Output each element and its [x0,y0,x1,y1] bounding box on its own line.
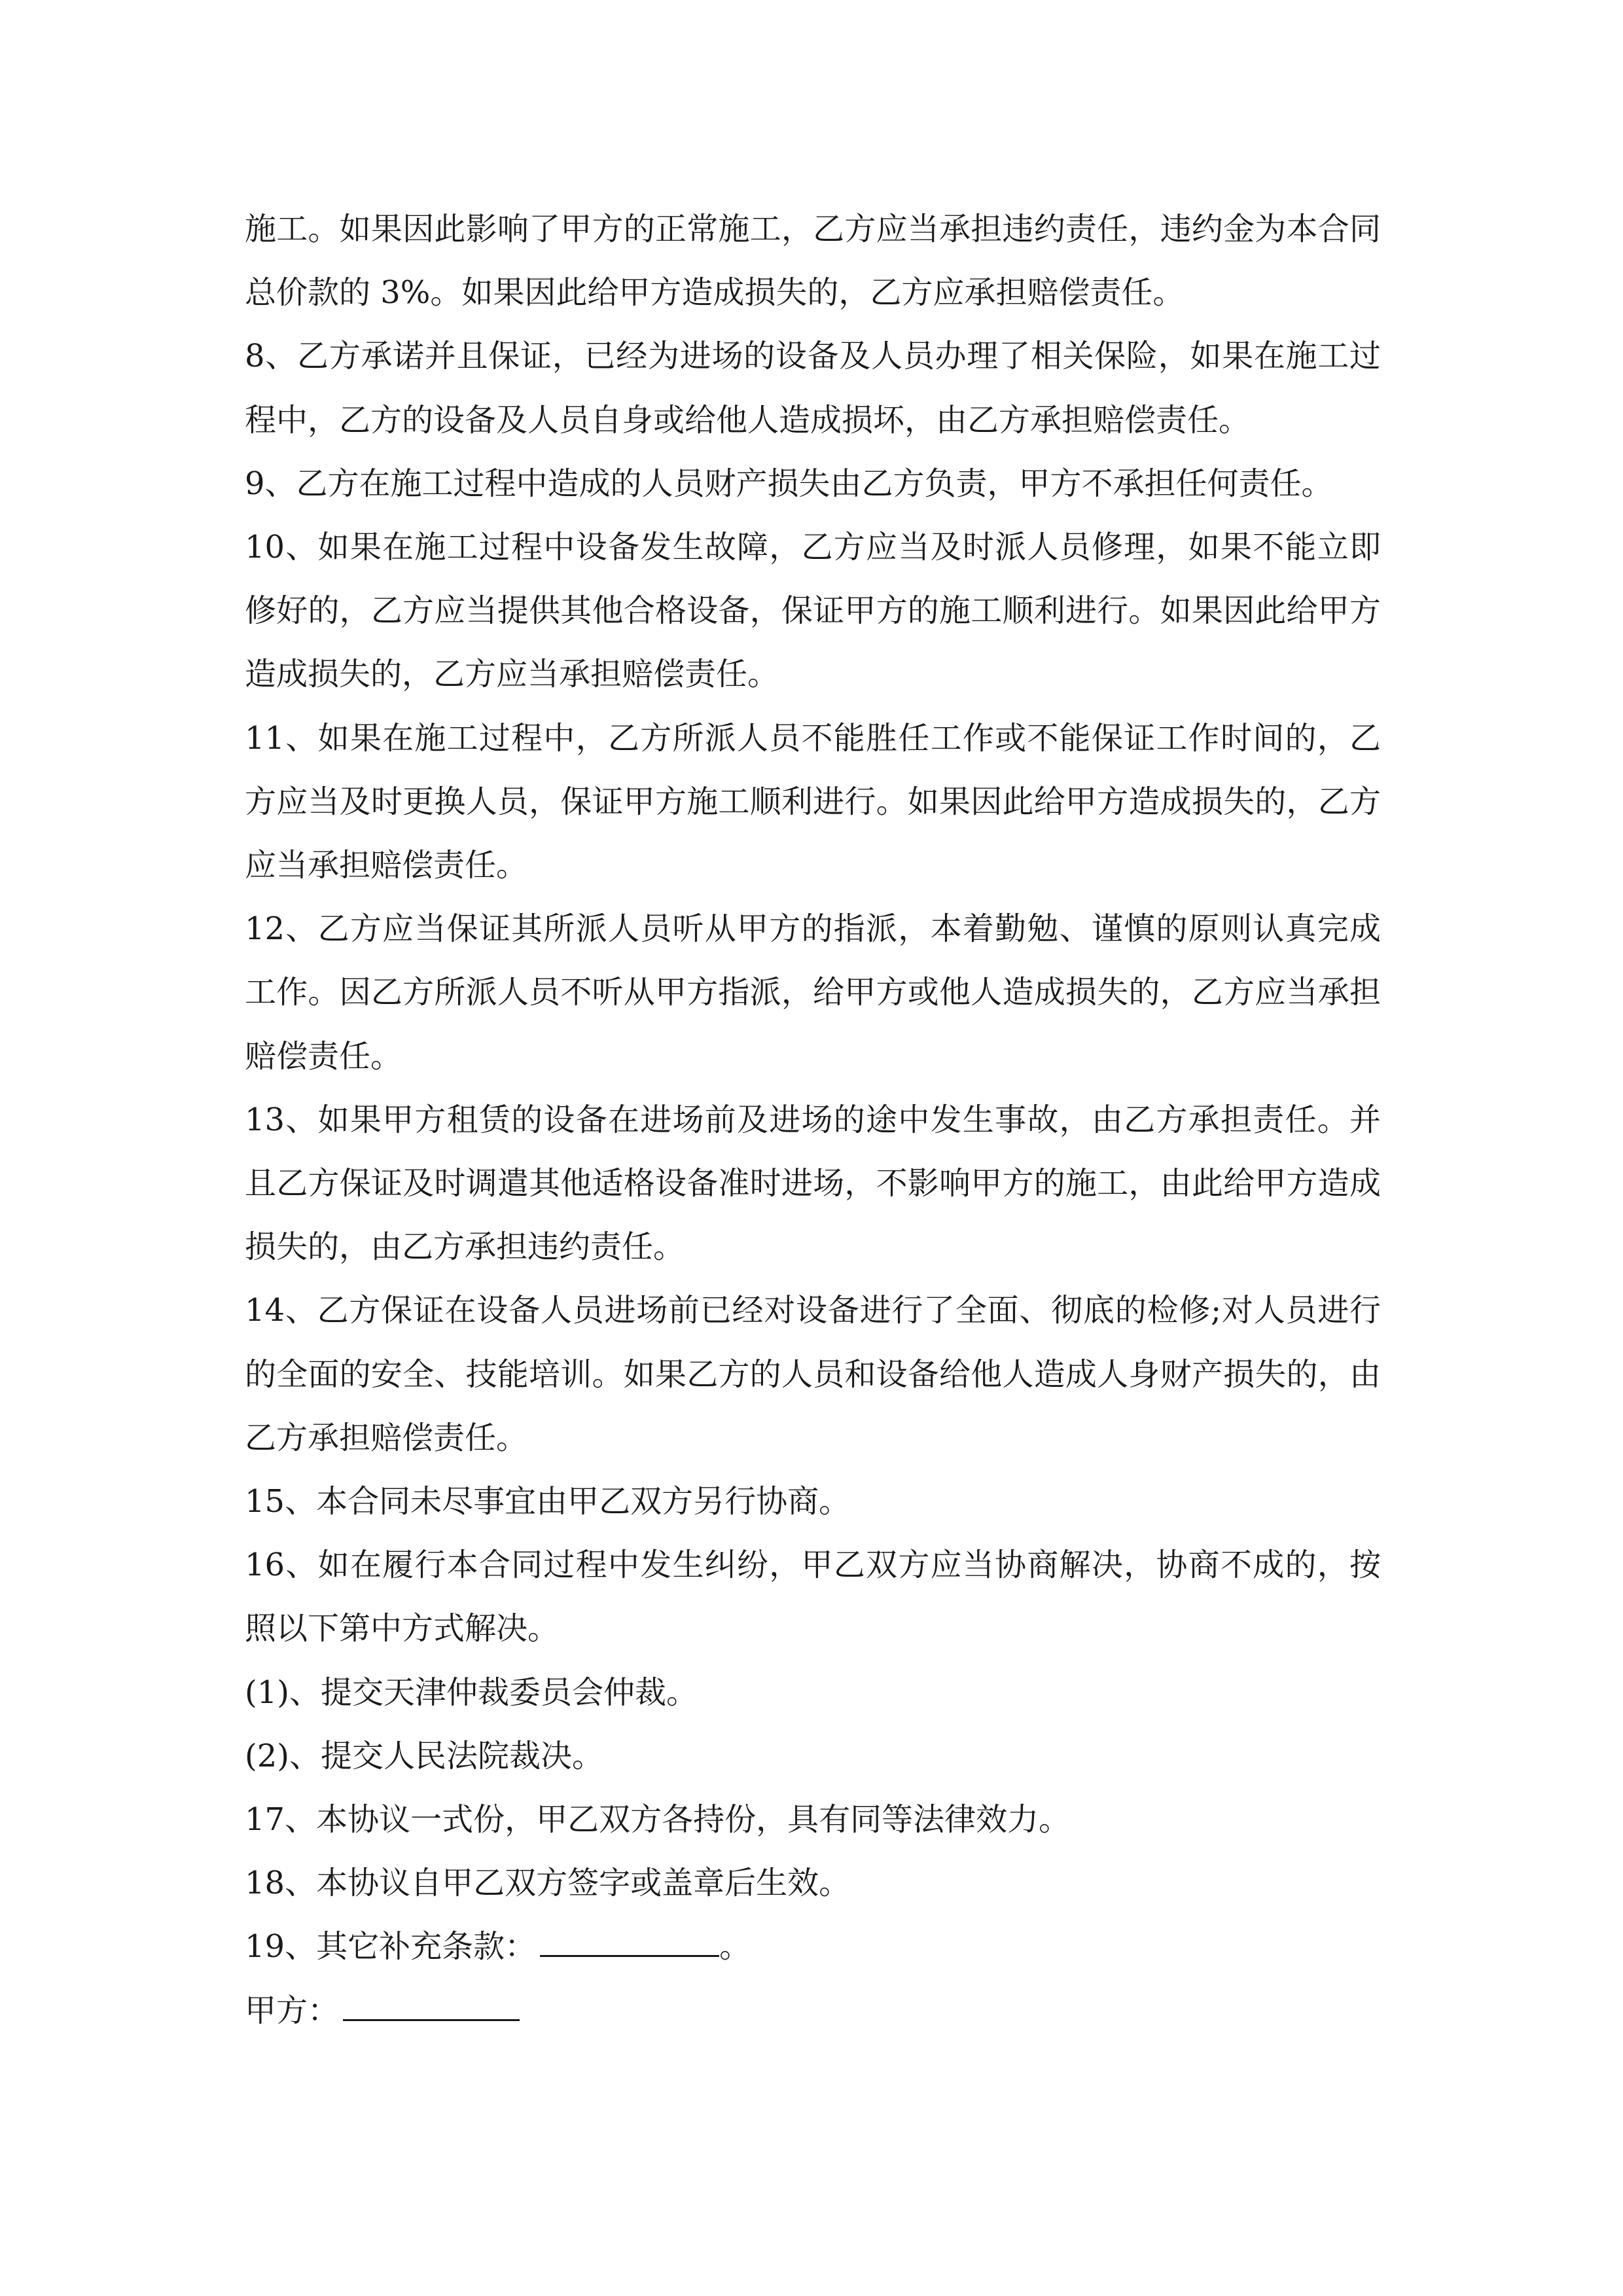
clause-19-end: 。 [719,1928,751,1965]
clause-16-option-2: (2)、提交人民法院裁决。 [245,1737,603,1774]
paragraph-continuation: 施工。如果因此影响了甲方的正常施工，乙方应当承担违约责任，违约金为本合同总价款的 3%。如果因此给甲方造成损失的，乙方应承担赔偿责任。 [245,211,1381,312]
party-a-label: 甲方： [245,1992,340,2029]
clause-11: 11、如果在施工过程中，乙方所派人员不能胜任工作或不能保证工作时间的，乙方应当及时更换人员，保证甲方施工顺利进行。如果因此给甲方造成损失的，乙方应当承担赔偿责任。 [245,719,1381,884]
clause-16-option-1: (1)、提交天津仲裁委员会仲裁。 [245,1674,698,1711]
clause-9: 9、乙方在施工过程中造成的人员财产损失由乙方负责，甲方不承担任何责任。 [245,465,1333,502]
clause-12: 12、乙方应当保证其所派人员听从甲方的指派，本着勤勉、谨慎的原则认真完成工作。因乙方所派人员不听从甲方指派，给甲方或他人造成损失的，乙方应当承担赔偿责任。 [245,910,1381,1075]
clause-8: 8、乙方承诺并且保证，已经为进场的设备及人员办理了相关保险，如果在施工过程中，乙方的设备及人员自身或给他人造成损坏，由乙方承担赔偿责任。 [245,338,1381,439]
contract-body [245,198,1381,2043]
party-a-line [245,1979,1381,2043]
supplementary-terms-blank[interactable] [540,1926,719,1957]
clause-13: 13、如果甲方租赁的设备在进场前及进场的途中发生事故，由乙方承担责任。并且乙方保证及时调遣其他适格设备准时进场，不影响甲方的施工，由此给甲方造成损失的，由乙方承担违约责任。 [245,1101,1381,1266]
clause-10: 10、如果在施工过程中设备发生故障，乙方应当及时派人员修理，如果不能立即修好的，乙方应当提供其他合格设备，保证甲方的施工顺利进行。如果因此给甲方造成损失的，乙方应当承担赔偿责任。 [245,529,1381,693]
clause-19 [245,1915,1381,1979]
clause-16: 16、如在履行本合同过程中发生纠纷，甲乙双方应当协商解决，协商不成的，按照以下第中方式解决。 [245,1547,1381,1647]
clause-18: 18、本协议自甲乙双方签字或盖章后生效。 [245,1865,851,1902]
clause-14: 14、乙方保证在设备人员进场前已经对设备进行了全面、彻底的检修;对人员进行的全面的安全、技能培训。如果乙方的人员和设备给他人造成人身财产损失的，由乙方承担赔偿责任。 [245,1292,1381,1456]
clause-17: 17、本协议一式份，甲乙双方各持份，具有同等法律效力。 [245,1801,1071,1839]
clause-19-label: 19、其它补充条款： [245,1928,537,1965]
party-a-signature-blank[interactable] [343,1990,520,2021]
clause-15: 15、本合同未尽事宜由甲乙双方另行协商。 [245,1483,851,1520]
